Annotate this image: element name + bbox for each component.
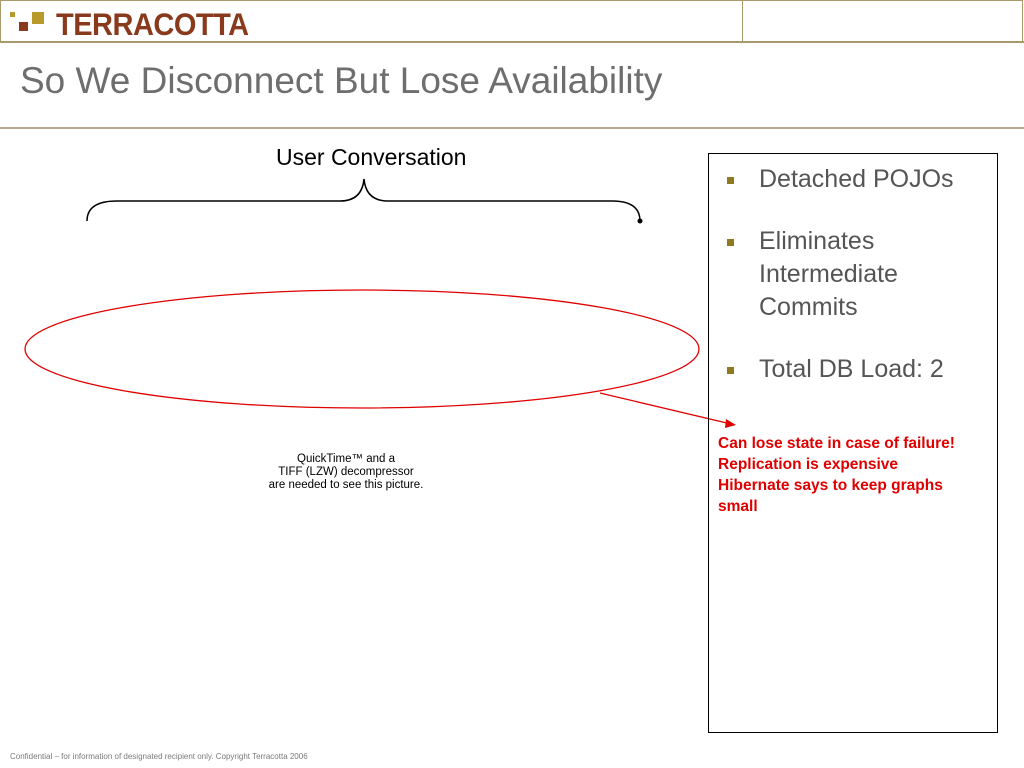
conversation-brace xyxy=(87,179,640,221)
bullet-square-icon xyxy=(727,367,734,374)
placeholder-line: QuickTime™ and a xyxy=(297,453,395,465)
warning-line: small xyxy=(718,498,758,515)
footer-confidential: Confidential – for information of designated recipient only. Copyright Terracotta 2006 xyxy=(10,752,308,761)
bullet-text: Detached POJOs xyxy=(759,165,954,193)
bullet-square-icon xyxy=(727,239,734,246)
bullet-panel xyxy=(708,153,998,733)
warning-line: Can lose state in case of failure! xyxy=(718,435,955,452)
session-ellipse xyxy=(25,290,699,408)
warning-line: Hibernate says to keep graphs xyxy=(718,477,943,494)
bullet-item xyxy=(723,353,993,386)
missing-image-placeholder xyxy=(258,453,434,492)
warning-line: Replication is expensive xyxy=(718,456,899,473)
bullet-item xyxy=(723,225,993,324)
placeholder-line: TIFF (LZW) decompressor xyxy=(278,466,414,478)
brace-end-dot xyxy=(638,219,643,224)
failure-warning xyxy=(718,433,996,517)
logo-text: TERRACOTTA xyxy=(56,8,249,43)
bullet-text: Total DB Load: 2 xyxy=(759,355,944,383)
bullet-list xyxy=(723,163,993,415)
bullet-text: Eliminates Intermediate Commits xyxy=(759,227,898,321)
bullet-square-icon xyxy=(727,177,734,184)
conversation-label: User Conversation xyxy=(276,144,467,170)
bullet-item xyxy=(723,163,993,196)
placeholder-line: are needed to see this picture. xyxy=(268,479,424,491)
page-title: So We Disconnect But Lose Availability xyxy=(20,60,663,101)
